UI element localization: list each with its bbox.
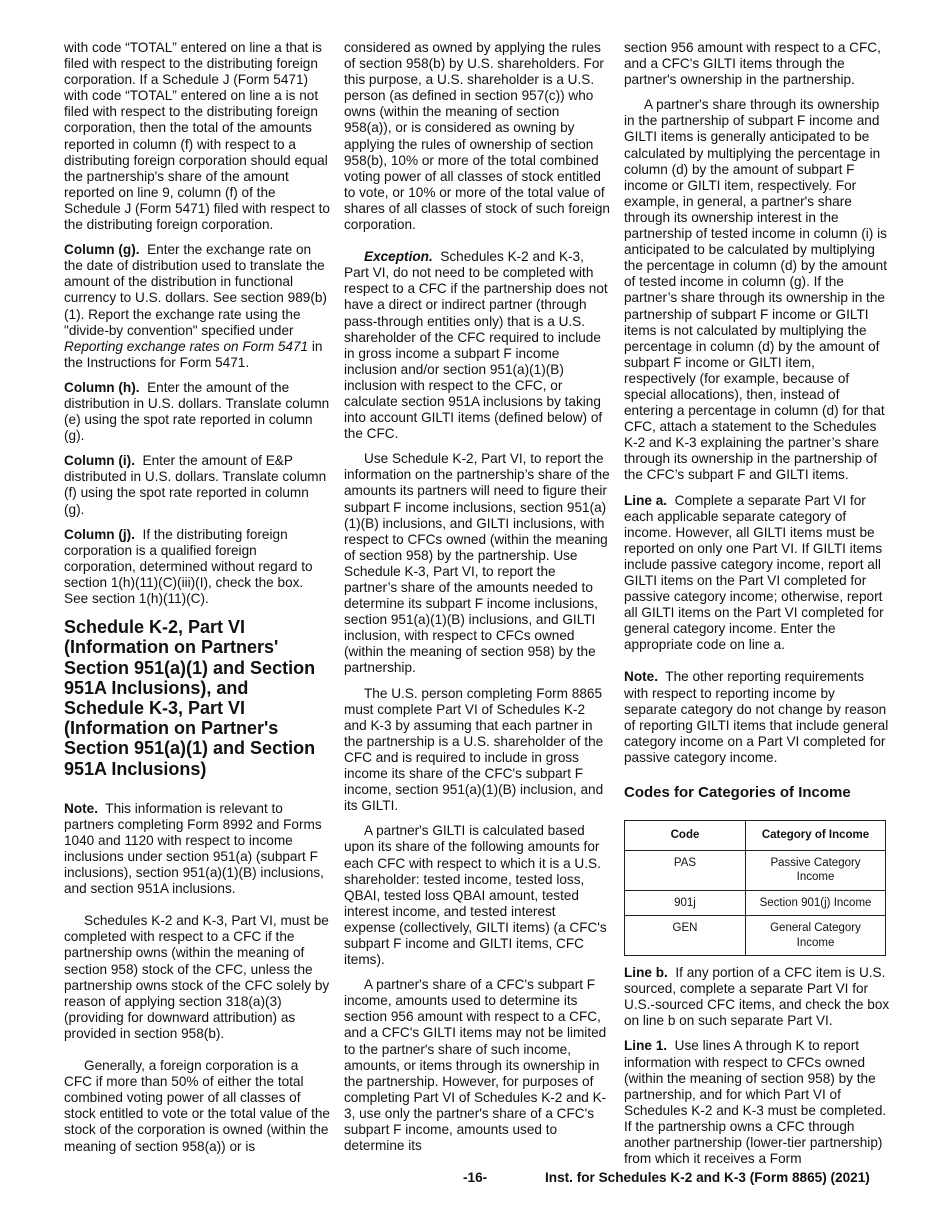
codes-table [624, 820, 886, 956]
line-b-label: Line b. [624, 965, 668, 981]
paragraph: with code “TOTAL” entered on line a that is filed with respect to the distributing foreign corporation. If a Schedule J (Form 5471) with code “TOTAL” entered on line a is not filed with respect to the distributing foreign corporation, then the total of the amounts reported in column (f) with respect to a distributing foreign corporation should equal the partnership's share of the amount reported on line 9, column (f) of the Schedule J (Form 5471) filed with respect to the distributing foreign corporation. [64, 40, 330, 233]
note-paragraph: Note. The other reporting requirements with respect to reporting income by separate category do not change by reason of reporting GILTI items that include general category income on a Part VI completed for passive category income. [624, 669, 889, 765]
exception-label: Exception. [364, 249, 433, 265]
category-cell: Section 901(j) Income [746, 890, 886, 916]
table-row [625, 850, 886, 890]
line-a-paragraph: Line a. Complete a separate Part VI for each applicable separate category of income. However, all GILTI items must be reported on only one Part VI. If GILTI items include passive category income, report all GILTI items on the Part VI completed for passive category income; otherwise, report all GILTI items on the Part VI completed for general category income. Enter the appropriate code on line a. [624, 492, 884, 653]
table-header-row [625, 821, 886, 851]
codes-heading: Codes for Categories of Income [624, 784, 851, 802]
line-1-paragraph: Line 1. Use lines A through K to report information with respect to CFCs owned (within the meaning of section 958) by the partnership, and for which Part VI of Schedules K-2 and K-3 must be completed. If the partnership owns a CFC through another partnership (lower-tier partnership) from which it receives a Form [624, 1038, 887, 1167]
column-i-paragraph: Column (i). Enter the amount of E&P distributed in U.S. dollars. Translate column (f) using the spot rate reported in column (g). [64, 453, 327, 517]
paragraph: Schedules K-2 and K-3, Part VI, must be completed with respect to a CFC if the partnership owns (within the meaning of section 958) stock of the CFC, unless the partnership owns stock of the CFC solely by reason of applying section 318(a)(3) (providing for downward attribution) as provided in section 958(b). [64, 913, 330, 1041]
note-label: Note. [624, 669, 658, 685]
code-cell: PAS [625, 850, 746, 890]
paragraph: considered as owned by applying the rules of section 958(b) by U.S. shareholders. For this purpose, a U.S. shareholder is a U.S. person (as defined in section 957(c)) who owns (within the meaning of section 958(a)), or is considered as owning by applying the rules of ownership of section 958(b), 10% or more of the total combined voting power of all classes of stock entitled to vote, or 10% or more of the total value of shares of all classes of stock of such foreign corporation. [344, 40, 610, 233]
reference-title: Reporting exchange rates on Form 5471 [64, 338, 309, 354]
table-row [625, 890, 886, 916]
paragraph: Use Schedule K-2, Part VI, to report the information on the partnership’s share of the amounts its partners will need to figure their subpart F income inclusions, section 951(a)(1)(B) inclusions, and GILTI inclusions, with respect to CFCs owned (within the meaning of section 958) by the partnership. Use Schedule K-3, Part VI, to report the partner’s share of the amounts needed to determine its subpart F income inclusions, section 951(a)(1)(B) inclusions, and GILTI inclusion, with respect to CFCs owned (within the meaning of section 958) by the partnership. [344, 451, 610, 676]
table-header-cell: Category of Income [746, 821, 886, 851]
category-cell: Passive Category Income [746, 850, 886, 890]
paragraph: A partner's GILTI is calculated based upon its share of the following amounts for each CFC with respect to which it is a U.S. shareholder: tested income, tested loss, QBAI, tested loss QBAI amount, tested interest income, and tested interest expense (collectively, GILTI items) (a CFC's subpart F income and GILTI items, CFC items). [344, 823, 607, 968]
column-i-label: Column (i). [64, 453, 135, 469]
column-2 [344, 40, 610, 1163]
column-g-paragraph: Column (g). Enter the exchange rate on the date of distribution used to translate the amount of the distribution in functional currency to U.S. dollars. See section 989(b)(1). Report the exchange rate using the "divide-by convention" specified under Reporting exchange rates on Form 5471 in the Instructions for Form 5471. [64, 242, 327, 370]
table-row [625, 916, 886, 956]
column-3 [624, 40, 890, 1176]
column-j-paragraph: Column (j). If the distributing foreign corporation is a qualified foreign corporation, determined without regard to section 1(h)(11)(C)(iii)(I), check the box. See section 1(h)(11)(C). [64, 526, 313, 606]
code-cell: GEN [625, 916, 746, 956]
line-a-label: Line a. [624, 492, 668, 508]
column-j-label: Column (j). [64, 526, 135, 542]
code-cell: 901j [625, 890, 746, 916]
line-b-paragraph: Line b. If any portion of a CFC item is U.S. sourced, complete a separate Part VI for U.S.-sourced CFC items, and check the box on line b on such separate Part VI. [624, 965, 890, 1029]
column-h-label: Column (h). [64, 379, 140, 395]
paragraph: A partner's share of a CFC's subpart F income, amounts used to determine its section 956 amount with respect to a CFC, and a CFC's GILTI items may not be limited to the partner's share of such income, amounts, or items through its ownership in the partnership. However, for purposes of completing Part VI of Schedules K-2 and K-3, use only the partner's share of a CFC's subpart F income, amounts used to determine its [344, 977, 607, 1154]
paragraph: The U.S. person completing Form 8865 must complete Part VI of Schedules K-2 and K-3 by assuming that each partner in the partnership is a U.S. shareholder of the CFC and is required to include in gross income its share of the CFC's subpart F income, section 951(a)(1)(B) inclusion, and its GILTI. [344, 685, 604, 814]
column-h-paragraph: Column (h). Enter the amount of the distribution in U.S. dollars. Translate column (e) using the spot rate reported in column (g). [64, 379, 330, 444]
note-label: Note. [64, 800, 98, 816]
column-1 [64, 40, 330, 1164]
category-cell: General Category Income [746, 916, 886, 956]
paragraph: A partner's share through its ownership in the partnership of subpart F income and GILTI items is generally anticipated to be calculated by multiplying the percentage in column (d) by the amount of subpart F income or GILTI item, respectively. For example, in general, a partner's share through its ownership interest in the partnership of tested income in column (i) is anticipated to be calculated by multiplying the percentage in column (d) by the amount of tested income in column (g). If the partner’s share through its ownership in the partnership of subpart F income or GILTI items is not calculated by multiplying the percentage in column (d) by the amount of subpart F income or GILTI item, respectively (for example, because of special allocations), then, instead of entering a percentage in column (d) for that CFC, attach a statement to the Schedules K-2 and K-3 explaining the partner’s share through its ownership in the partnership of the CFC’s subpart F and GILTI items. [624, 97, 887, 483]
exception-paragraph: Exception. Schedules K-2 and K-3, Part VI, do not need to be completed with respect to a CFC if the partnership does not have a direct or indirect partner (through pass-through entities only) that is a U.S. shareholder of the CFC required to include in gross income a subpart F income inclusion and/or section 951(a)(1)(B) inclusion with respect to the CFC, or calculate section 951A inclusions by taking into account GILTI items (defined below) of the CFC. [344, 249, 608, 442]
note-paragraph: Note. This information is relevant to partners completing Form 8992 and Forms 1040 and 1120 with respect to income inclusions under section 951(a) (subpart F inclusions), section 951(a)(1)(B) inclusions, and section 951A inclusions. [64, 800, 324, 897]
paragraph: Generally, a foreign corporation is a CFC if more than 50% of either the total combined voting power of all classes of stock entitled to vote or the total value of the stock of the corporation is owned (within the meaning of section 958(a)) or is [64, 1058, 330, 1154]
page-number: -16- [463, 1170, 488, 1185]
table-header-cell: Code [625, 821, 746, 851]
section-heading: Schedule K-2, Part VI (Information on Partners' Section 951(a)(1) and Section 951A Inclusions), and Schedule K-3, Part VI (Information on Partner's Section 951(a)(1) and Section 951A Inclusions) [64, 617, 316, 779]
column-g-label: Column (g). [64, 242, 140, 258]
paragraph: section 956 amount with respect to a CFC, and a CFC's GILTI items through the partner's ownership in the partnership. [624, 40, 881, 88]
line-1-label: Line 1. [624, 1038, 668, 1054]
footer-title: Inst. for Schedules K-2 and K-3 (Form 8865) (2021) [545, 1170, 870, 1185]
